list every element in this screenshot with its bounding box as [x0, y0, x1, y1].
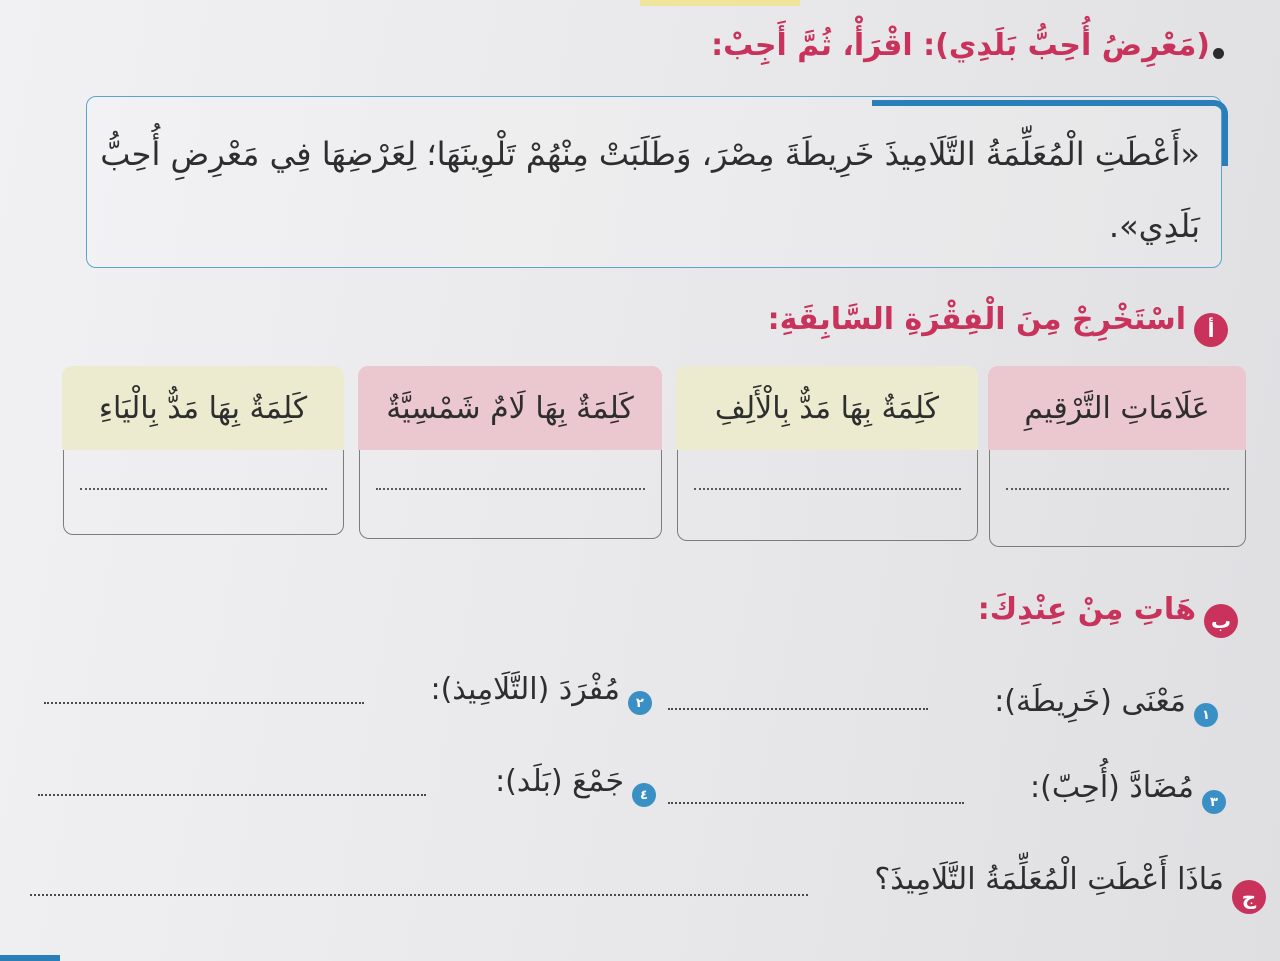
answer-box-shamsi-lam[interactable] [359, 450, 662, 539]
answer-dotted-line [694, 488, 961, 490]
section-a-marker: أ [1194, 313, 1228, 347]
item-number: ٢ [628, 691, 652, 715]
item-number: ١ [1194, 703, 1218, 727]
answer-dotted-line [376, 488, 645, 490]
question-antonym: مُضَادَّ (أُحِبّ): [1030, 770, 1194, 805]
exercise-heading: (مَعْرِضُ أُحِبُّ بَلَدِي): اقْرَأْ، ثُمَّ أَجِبْ: [711, 28, 1210, 63]
question-meaning: مَعْنَى (خَرِيطَة): [994, 684, 1186, 719]
question-singular: مُفْرَدَ (التَّلَامِيذ): [430, 672, 620, 707]
item-number: ٣ [1202, 790, 1226, 814]
answer-box-alif-madd[interactable] [677, 450, 978, 541]
column-header: كَلِمَةٌ بِهَا لَامٌ شَمْسِيَّةٌ [358, 366, 662, 450]
heading-bullet [1213, 48, 1224, 59]
answer-box-ya-madd[interactable] [63, 450, 344, 535]
answer-dotted-line [80, 488, 327, 490]
column-header: كَلِمَةٌ بِهَا مَدٌّ بِالْأَلِفِ [676, 366, 978, 450]
bottom-color-bar [0, 955, 60, 961]
item-number: ٤ [632, 783, 656, 807]
section-b-title: هَاتِ مِنْ عِنْدِكَ: [977, 592, 1196, 627]
answer-box-punctuation[interactable] [989, 450, 1246, 547]
question-what-given: مَاذَا أَعْطَتِ الْمُعَلِّمَةُ التَّلَامِيذَ؟ [874, 862, 1224, 897]
section-b-marker: ب [1204, 604, 1238, 638]
section-c-marker: ج [1232, 880, 1266, 914]
answer-line-what-given[interactable] [30, 894, 808, 896]
passage-text: «أَعْطَتِ الْمُعَلِّمَةُ التَّلَامِيذَ خَرِيطَةَ مِصْرَ، وَطَلَبَتْ مِنْهُمْ تَلْوِينَهَا؛ لِعَرْضِهَا فِي مَعْرِضِ أُحِبُّ بَلَدِي». [100, 135, 1200, 245]
column-header: كَلِمَةٌ بِهَا مَدٌّ بِالْيَاءِ [62, 366, 344, 450]
column-header: عَلَامَاتِ التَّرْقِيمِ [988, 366, 1246, 450]
top-color-strip [640, 0, 800, 6]
answer-line-singular[interactable] [44, 702, 364, 704]
answer-line-antonym[interactable] [668, 802, 964, 804]
question-plural: جَمْعَ (بَلَد): [495, 764, 624, 799]
answer-line-meaning[interactable] [668, 708, 928, 710]
answer-dotted-line [1006, 488, 1229, 490]
section-a-title: اسْتَخْرِجْ مِنَ الْفِقْرَةِ السَّابِقَةِ: [767, 302, 1186, 337]
answer-line-plural[interactable] [38, 794, 426, 796]
